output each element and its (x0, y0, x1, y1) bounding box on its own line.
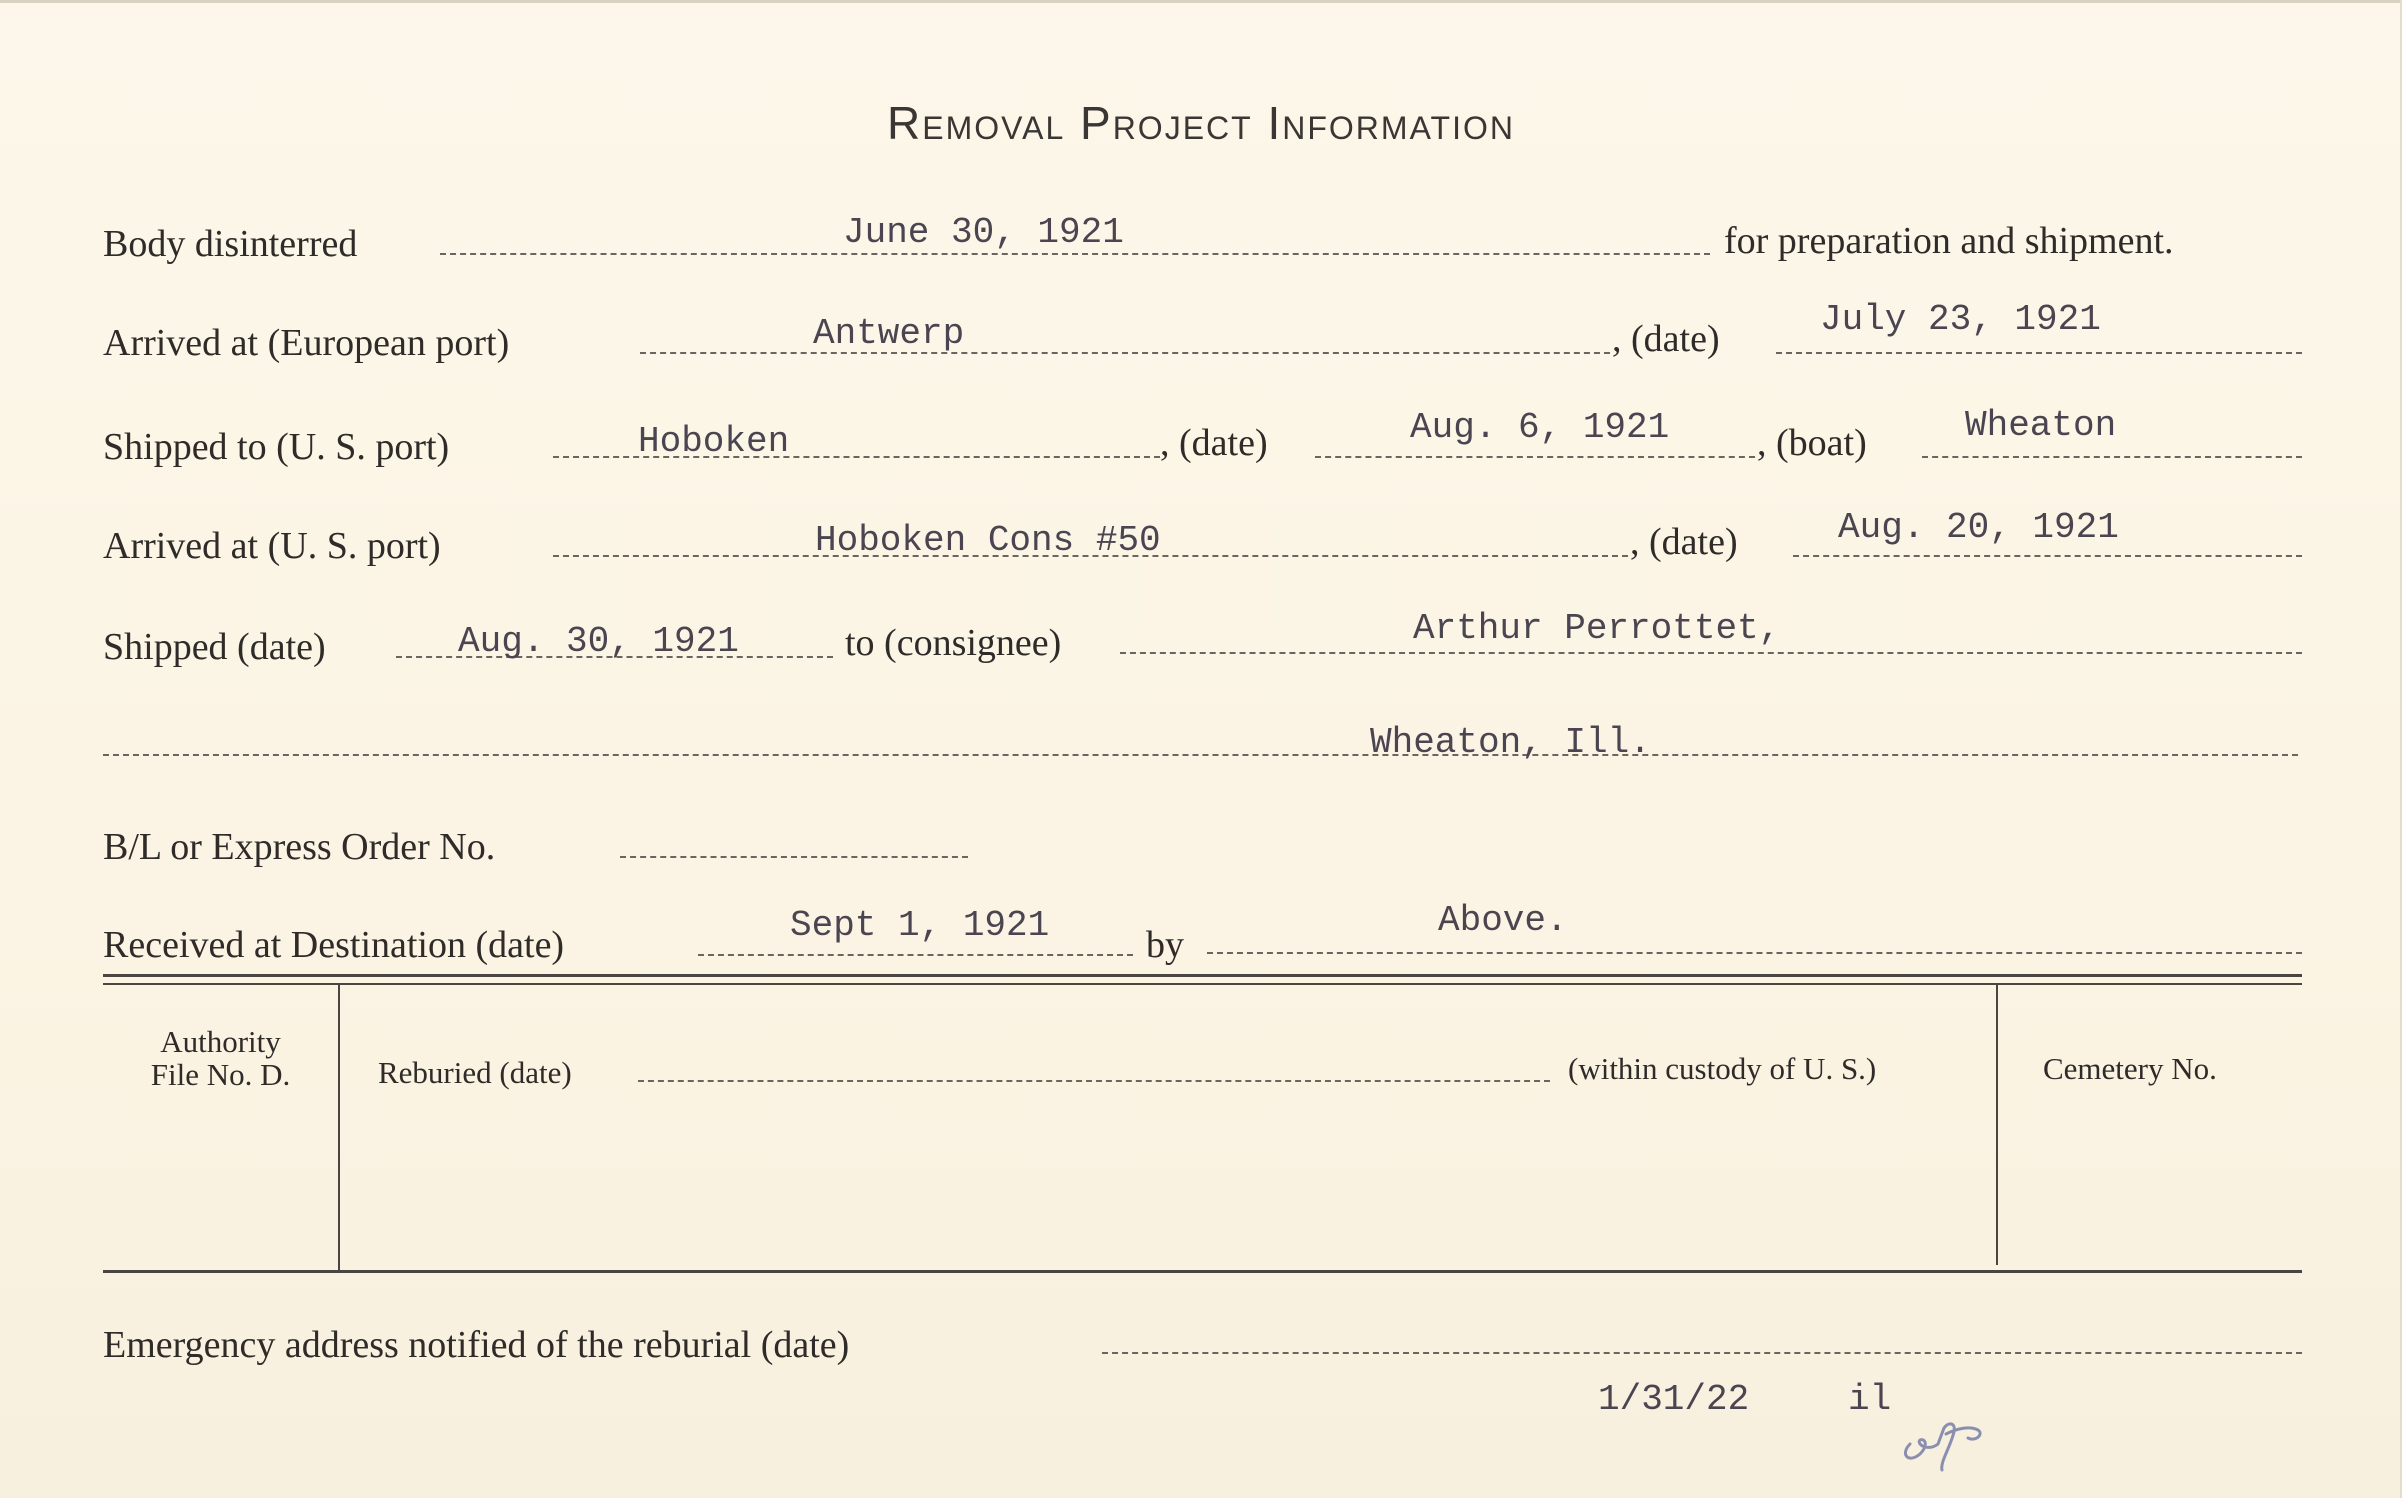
reburied-label: Reburied (date) (378, 1055, 572, 1090)
card-top-edge (0, 0, 2402, 3)
cemetery-no-label: Cemetery No. (2043, 1051, 2217, 1086)
arrived-us-port: Hoboken Cons #50 (815, 520, 1161, 561)
emergency-line (1102, 1352, 2302, 1354)
disinterred-line (440, 253, 1710, 255)
consignee-label: to (consignee) (845, 622, 1062, 664)
shipped-us-boat: Wheaton (1965, 405, 2117, 446)
custody-label: (within custody of U. S.) (1568, 1051, 1877, 1086)
arrived-us-date-label: , (date) (1630, 521, 1738, 563)
emergency-label: Emergency address notified of the reburial (date) (103, 1324, 850, 1366)
arrived-european-date-label: , (date) (1612, 318, 1720, 360)
shipped-us-date-label: , (date) (1160, 422, 1268, 464)
disinterred-value: June 30, 1921 (843, 212, 1124, 253)
shipped-date-label: Shipped (date) (103, 626, 326, 668)
consignee-line (1120, 652, 2302, 654)
shipped-us-port: Hoboken (638, 421, 790, 462)
received-by: Above. (1438, 900, 1568, 941)
arrived-us-date: Aug. 20, 1921 (1838, 507, 2119, 548)
consignee-address: Wheaton, Ill. (1370, 722, 1651, 763)
bl-line (620, 856, 968, 858)
footer-code: il (1848, 1379, 1892, 1420)
handwritten-initials (1898, 1392, 2008, 1472)
box-divider-left (338, 985, 340, 1270)
arrived-us-date-line (1793, 555, 2302, 557)
shipped-us-boat-label: , (boat) (1757, 422, 1867, 464)
received-by-line (1207, 952, 2302, 954)
received-date-line (698, 954, 1133, 956)
arrived-european-date: July 23, 1921 (1820, 299, 2101, 340)
received-by-label: by (1146, 924, 1184, 966)
received-label: Received at Destination (date) (103, 924, 565, 966)
arrived-european-port: Antwerp (813, 313, 965, 354)
arrived-european-label: Arrived at (European port) (103, 322, 510, 364)
arrived-us-label: Arrived at (U. S. port) (103, 525, 441, 567)
shipped-us-date: Aug. 6, 1921 (1410, 407, 1670, 448)
box-bottom-rule (103, 1270, 2302, 1273)
shipped-us-label: Shipped to (U. S. port) (103, 426, 450, 468)
consignee-name: Arthur Perrottet, (1413, 608, 1781, 649)
disinterred-label: Body disinterred (103, 223, 358, 265)
box-top-rule-2 (103, 983, 2302, 985)
file-no-label: File No. D. (150, 1057, 291, 1092)
shipped-date: Aug. 30, 1921 (458, 621, 739, 662)
shipped-us-date-line (1315, 456, 1755, 458)
consignee-line-2 (103, 754, 2298, 756)
footer-date: 1/31/22 (1598, 1379, 1750, 1420)
authority-label: Authority (160, 1024, 281, 1059)
arrived-european-date-line (1776, 352, 2302, 354)
shipped-us-boat-line (1922, 456, 2302, 458)
disinterred-suffix: for preparation and shipment. (1724, 220, 2174, 262)
reburied-line (638, 1080, 1550, 1082)
box-top-rule (103, 974, 2302, 977)
received-date: Sept 1, 1921 (790, 905, 1050, 946)
form-title: Removal Project Information (887, 97, 1515, 149)
box-divider-right (1996, 985, 1998, 1265)
arrived-european-line (640, 352, 1610, 354)
bl-label: B/L or Express Order No. (103, 826, 496, 868)
